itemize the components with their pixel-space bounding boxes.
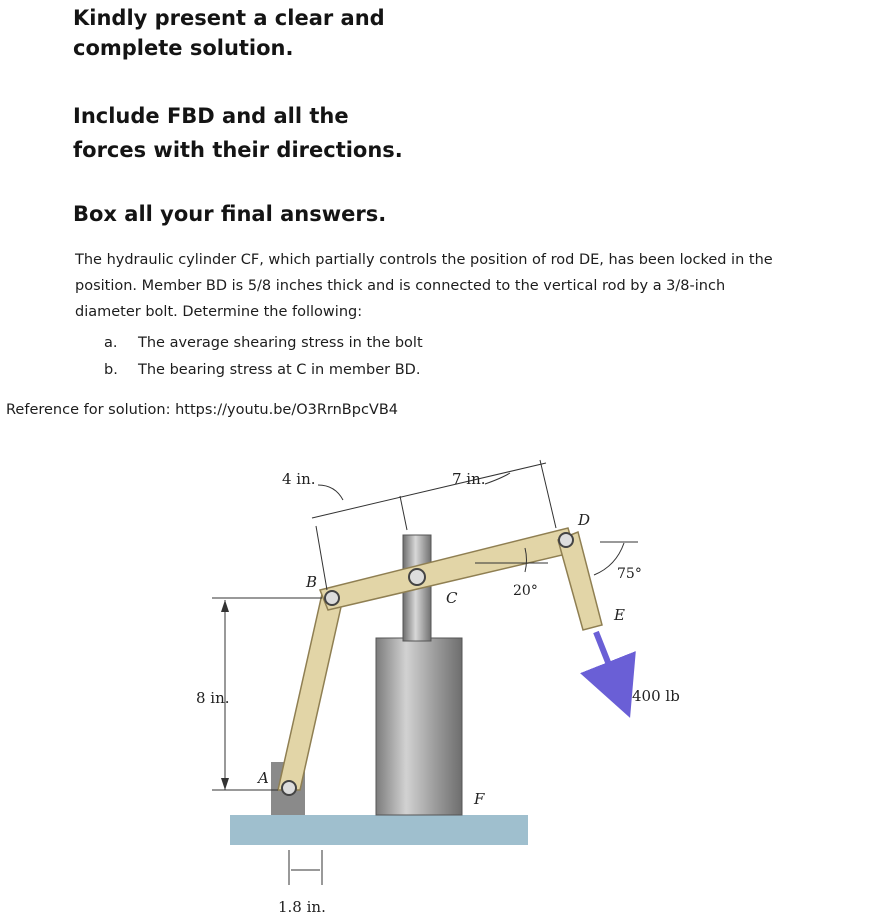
dim-4in-label: 4 in. <box>282 470 316 488</box>
extension-line <box>316 526 327 590</box>
list-marker: a. <box>104 335 118 351</box>
instruction-line-1: Kindly present a clear and <box>73 6 385 30</box>
instruction-line-5: Box all your final answers. <box>73 202 387 226</box>
load-label: 400 lb <box>632 687 680 705</box>
force-arrow <box>596 632 619 690</box>
instruction-line-3: Include FBD and all the <box>73 104 349 128</box>
angle-20-label: 20° <box>513 583 538 599</box>
pin-d <box>559 533 573 547</box>
dim-8in-label: 8 in. <box>196 689 230 707</box>
list-marker: b. <box>104 362 118 378</box>
angle-75-label: 75° <box>617 566 642 582</box>
leader-4in <box>318 485 343 500</box>
label-f: F <box>474 790 485 808</box>
pin-a <box>282 781 296 795</box>
problem-line-3: diameter bolt. Determine the following: <box>75 304 363 320</box>
pin-b <box>325 591 339 605</box>
pin-c <box>409 569 425 585</box>
dimension-line <box>312 463 546 518</box>
dim-7in-label: 7 in. <box>452 470 486 488</box>
cylinder-body <box>376 638 462 815</box>
arrowhead <box>221 600 229 612</box>
dim-1-8in-label: 1.8 in. <box>278 898 326 916</box>
label-c: C <box>446 589 458 607</box>
instruction-line-2: complete solution. <box>73 36 294 60</box>
reference-link-text: Reference for solution: https://youtu.be/O3RrnBpcVB4 <box>6 402 399 418</box>
arrowhead <box>221 778 229 790</box>
list-text: The average shearing stress in the bolt <box>138 335 423 351</box>
label-d: D <box>578 511 591 529</box>
extension-line <box>400 496 407 530</box>
instruction-line-4: forces with their directions. <box>73 138 403 162</box>
extension-line <box>540 460 556 528</box>
label-b: B <box>306 573 318 591</box>
ground <box>230 815 528 845</box>
problem-line-1: The hydraulic cylinder CF, which partially controls the position of rod DE, has been locked in the <box>75 252 773 268</box>
problem-line-2: position. Member BD is 5/8 inches thick and is connected to the vertical rod by a 3/8-inch <box>75 278 726 294</box>
member-ab <box>278 594 343 790</box>
label-e: E <box>614 606 625 624</box>
list-text: The bearing stress at C in member BD. <box>138 362 421 378</box>
label-a: A <box>258 769 269 787</box>
